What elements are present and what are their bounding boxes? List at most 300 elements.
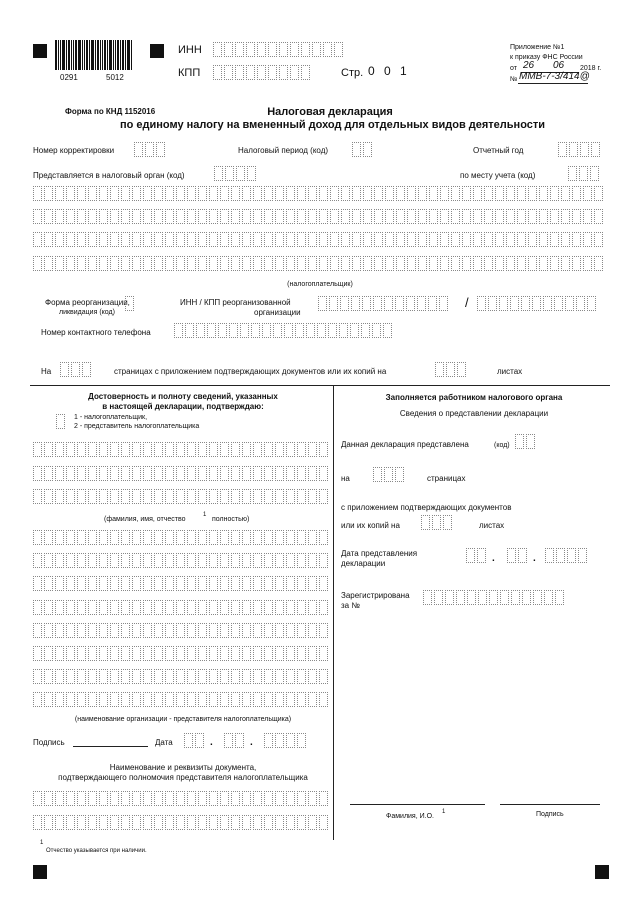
entry-cell[interactable] (77, 791, 86, 806)
entry-cell[interactable] (220, 669, 229, 684)
entry-cell[interactable] (264, 576, 273, 591)
entry-cell[interactable] (242, 623, 251, 638)
entry-cell[interactable] (308, 530, 317, 545)
entry-cell[interactable] (297, 733, 306, 748)
entry-cell[interactable] (528, 232, 537, 247)
entry-cell[interactable] (198, 623, 207, 638)
entry-cell[interactable] (121, 623, 130, 638)
entry-cell[interactable] (132, 186, 141, 201)
entry-cell[interactable] (434, 590, 443, 605)
entry-cell[interactable] (121, 466, 130, 481)
entry-cell[interactable] (187, 692, 196, 707)
entry-cell[interactable] (235, 733, 244, 748)
entry-cell[interactable] (242, 530, 251, 545)
entry-cell[interactable] (407, 209, 416, 224)
entry-cell[interactable] (286, 623, 295, 638)
entry-cell[interactable] (33, 692, 42, 707)
entry-cell[interactable] (295, 323, 304, 338)
entry-cell[interactable] (554, 296, 563, 311)
entry-cell[interactable] (275, 669, 284, 684)
entry-cell[interactable] (154, 232, 163, 247)
entry-cell[interactable] (268, 42, 277, 57)
entry-cell[interactable] (264, 669, 273, 684)
entry-cell[interactable] (220, 815, 229, 830)
entry-cell[interactable] (587, 296, 596, 311)
entry-cell[interactable] (44, 530, 53, 545)
sheets-cells[interactable] (435, 362, 468, 377)
entry-cell[interactable] (383, 323, 392, 338)
entry-cell[interactable] (231, 530, 240, 545)
entry-cell[interactable] (209, 692, 218, 707)
entry-cell[interactable] (236, 166, 245, 181)
entry-cell[interactable] (421, 515, 430, 530)
entry-cell[interactable] (110, 530, 119, 545)
entry-cell[interactable] (297, 466, 306, 481)
entry-cell[interactable] (439, 296, 448, 311)
entry-cell[interactable] (176, 553, 185, 568)
entry-cell[interactable] (143, 466, 152, 481)
entry-cell[interactable] (286, 209, 295, 224)
entry-cell[interactable] (55, 489, 64, 504)
entry-cell[interactable] (165, 553, 174, 568)
entry-cell[interactable] (330, 209, 339, 224)
entry-cell[interactable] (264, 256, 273, 271)
entry-cell[interactable] (220, 232, 229, 247)
entry-cell[interactable] (443, 515, 452, 530)
entry-cell[interactable] (229, 323, 238, 338)
entry-cell[interactable] (121, 692, 130, 707)
entry-cell[interactable] (99, 815, 108, 830)
entry-cell[interactable] (396, 256, 405, 271)
entry-cell[interactable] (594, 186, 603, 201)
entry-cell[interactable] (352, 232, 361, 247)
entry-cell[interactable] (176, 466, 185, 481)
entry-cell[interactable] (187, 815, 196, 830)
entry-cell[interactable] (187, 489, 196, 504)
entry-cell[interactable] (154, 209, 163, 224)
entry-cell[interactable] (198, 576, 207, 591)
entry-cell[interactable] (154, 489, 163, 504)
entry-cell[interactable] (528, 209, 537, 224)
entry-cell[interactable] (66, 466, 75, 481)
entry-cell[interactable] (121, 791, 130, 806)
entry-cell[interactable] (429, 209, 438, 224)
entry-cell[interactable] (121, 669, 130, 684)
entry-cell[interactable] (44, 623, 53, 638)
entry-cell[interactable] (55, 209, 64, 224)
entry-cell[interactable] (88, 186, 97, 201)
entry-cell[interactable] (220, 530, 229, 545)
doc-row-2[interactable] (33, 815, 330, 830)
entry-cell[interactable] (565, 296, 574, 311)
entry-cell[interactable] (198, 600, 207, 615)
entry-cell[interactable] (273, 323, 282, 338)
entry-cell[interactable] (132, 600, 141, 615)
entry-cell[interactable] (511, 590, 520, 605)
entry-cell[interactable] (220, 209, 229, 224)
entry-cell[interactable] (253, 646, 262, 661)
entry-cell[interactable] (264, 646, 273, 661)
entry-cell[interactable] (33, 489, 42, 504)
entry-cell[interactable] (44, 553, 53, 568)
confirm-type-cell[interactable] (56, 414, 67, 429)
entry-cell[interactable] (154, 576, 163, 591)
entry-cell[interactable] (132, 815, 141, 830)
entry-cell[interactable] (275, 256, 284, 271)
doc-row-1[interactable] (33, 791, 330, 806)
entry-cell[interactable] (363, 142, 372, 157)
entry-cell[interactable] (99, 692, 108, 707)
entry-cell[interactable] (253, 442, 262, 457)
entry-cell[interactable] (268, 65, 277, 80)
entry-cell[interactable] (242, 489, 251, 504)
entry-cell[interactable] (187, 466, 196, 481)
entry-cell[interactable] (44, 232, 53, 247)
entry-cell[interactable] (286, 669, 295, 684)
entry-cell[interactable] (297, 692, 306, 707)
entry-cell[interactable] (319, 669, 328, 684)
entry-cell[interactable] (207, 323, 216, 338)
entry-cell[interactable] (209, 442, 218, 457)
entry-cell[interactable] (462, 209, 471, 224)
entry-cell[interactable] (99, 186, 108, 201)
entry-cell[interactable] (110, 815, 119, 830)
entry-cell[interactable] (44, 646, 53, 661)
entry-cell[interactable] (308, 489, 317, 504)
entry-cell[interactable] (466, 548, 475, 563)
entry-cell[interactable] (264, 232, 273, 247)
entry-cell[interactable] (66, 791, 75, 806)
pages-cells[interactable] (60, 362, 93, 377)
entry-cell[interactable] (121, 256, 130, 271)
entry-cell[interactable] (176, 692, 185, 707)
entry-cell[interactable] (132, 209, 141, 224)
entry-cell[interactable] (418, 256, 427, 271)
entry-cell[interactable] (297, 209, 306, 224)
entry-cell[interactable] (132, 646, 141, 661)
entry-cell[interactable] (66, 553, 75, 568)
entry-cell[interactable] (286, 466, 295, 481)
entry-cell[interactable] (418, 232, 427, 247)
entry-cell[interactable] (473, 186, 482, 201)
entry-cell[interactable] (154, 623, 163, 638)
entry-cell[interactable] (286, 489, 295, 504)
entry-cell[interactable] (231, 209, 240, 224)
entry-cell[interactable] (407, 186, 416, 201)
entry-cell[interactable] (110, 692, 119, 707)
entry-cell[interactable] (396, 232, 405, 247)
entry-cell[interactable] (209, 669, 218, 684)
entry-cell[interactable] (198, 791, 207, 806)
entry-cell[interactable] (253, 669, 262, 684)
entry-cell[interactable] (143, 646, 152, 661)
entry-cell[interactable] (253, 466, 262, 481)
entry-cell[interactable] (286, 692, 295, 707)
entry-cell[interactable] (264, 623, 273, 638)
entry-cell[interactable] (484, 232, 493, 247)
entry-cell[interactable] (528, 186, 537, 201)
entry-cell[interactable] (220, 186, 229, 201)
entry-cell[interactable] (446, 362, 455, 377)
entry-cell[interactable] (176, 791, 185, 806)
entry-cell[interactable] (253, 530, 262, 545)
entry-cell[interactable] (495, 256, 504, 271)
entry-cell[interactable] (308, 815, 317, 830)
entry-cell[interactable] (286, 256, 295, 271)
entry-cell[interactable] (242, 669, 251, 684)
entry-cell[interactable] (110, 466, 119, 481)
entry-cell[interactable] (510, 296, 519, 311)
entry-cell[interactable] (308, 646, 317, 661)
entry-cell[interactable] (174, 323, 183, 338)
entry-cell[interactable] (308, 466, 317, 481)
entry-cell[interactable] (533, 590, 542, 605)
date-day-cells[interactable] (184, 733, 206, 748)
entry-cell[interactable] (165, 489, 174, 504)
entry-cell[interactable] (55, 256, 64, 271)
taxpayer-row-3[interactable] (33, 232, 605, 247)
entry-cell[interactable] (301, 65, 310, 80)
entry-cell[interactable] (539, 186, 548, 201)
entry-cell[interactable] (231, 256, 240, 271)
entry-cell[interactable] (247, 166, 256, 181)
entry-cell[interactable] (99, 600, 108, 615)
entry-cell[interactable] (242, 466, 251, 481)
entry-cell[interactable] (257, 42, 266, 57)
entry-cell[interactable] (82, 362, 91, 377)
entry-cell[interactable] (290, 65, 299, 80)
entry-cell[interactable] (176, 646, 185, 661)
entry-cell[interactable] (209, 576, 218, 591)
entry-cell[interactable] (242, 600, 251, 615)
entry-cell[interactable] (209, 623, 218, 638)
entry-cell[interactable] (253, 489, 262, 504)
entry-cell[interactable] (77, 692, 86, 707)
entry-cell[interactable] (187, 576, 196, 591)
entry-cell[interactable] (77, 576, 86, 591)
entry-cell[interactable] (235, 65, 244, 80)
entry-cell[interactable] (176, 232, 185, 247)
entry-cell[interactable] (561, 232, 570, 247)
entry-cell[interactable] (478, 590, 487, 605)
entry-cell[interactable] (507, 548, 516, 563)
entry-cell[interactable] (308, 600, 317, 615)
entry-cell[interactable] (350, 323, 359, 338)
entry-cell[interactable] (187, 530, 196, 545)
entry-cell[interactable] (99, 256, 108, 271)
entry-cell[interactable] (154, 646, 163, 661)
entry-cell[interactable] (66, 692, 75, 707)
entry-cell[interactable] (99, 489, 108, 504)
entry-cell[interactable] (308, 256, 317, 271)
entry-cell[interactable] (297, 646, 306, 661)
entry-cell[interactable] (66, 209, 75, 224)
entry-cell[interactable] (55, 186, 64, 201)
entry-cell[interactable] (264, 489, 273, 504)
entry-cell[interactable] (165, 256, 174, 271)
entry-cell[interactable] (110, 489, 119, 504)
entry-cell[interactable] (385, 256, 394, 271)
entry-cell[interactable] (286, 791, 295, 806)
entry-cell[interactable] (451, 256, 460, 271)
entry-cell[interactable] (220, 600, 229, 615)
org-row-1[interactable] (33, 530, 330, 545)
entry-cell[interactable] (99, 646, 108, 661)
entry-cell[interactable] (319, 576, 328, 591)
entry-cell[interactable] (275, 186, 284, 201)
entry-cell[interactable] (33, 209, 42, 224)
entry-cell[interactable] (264, 530, 273, 545)
org-row-8[interactable] (33, 692, 330, 707)
entry-cell[interactable] (576, 296, 585, 311)
entry-cell[interactable] (99, 576, 108, 591)
registered-cells[interactable] (423, 590, 566, 605)
entry-cell[interactable] (33, 791, 42, 806)
entry-cell[interactable] (220, 791, 229, 806)
entry-cell[interactable] (385, 209, 394, 224)
entry-cell[interactable] (286, 646, 295, 661)
entry-cell[interactable] (374, 186, 383, 201)
entry-cell[interactable] (33, 256, 42, 271)
entry-cell[interactable] (275, 489, 284, 504)
entry-cell[interactable] (77, 186, 86, 201)
entry-cell[interactable] (275, 466, 284, 481)
entry-cell[interactable] (44, 669, 53, 684)
taxpayer-row-1[interactable] (33, 186, 605, 201)
entry-cell[interactable] (33, 530, 42, 545)
entry-cell[interactable] (143, 669, 152, 684)
entry-cell[interactable] (462, 232, 471, 247)
entry-cell[interactable] (572, 186, 581, 201)
entry-cell[interactable] (286, 553, 295, 568)
entry-cell[interactable] (143, 530, 152, 545)
entry-cell[interactable] (220, 256, 229, 271)
entry-cell[interactable] (132, 669, 141, 684)
entry-cell[interactable] (33, 553, 42, 568)
entry-cell[interactable] (506, 186, 515, 201)
entry-cell[interactable] (224, 65, 233, 80)
entry-cell[interactable] (352, 209, 361, 224)
entry-cell[interactable] (44, 489, 53, 504)
entry-cell[interactable] (264, 553, 273, 568)
entry-cell[interactable] (319, 442, 328, 457)
entry-cell[interactable] (55, 692, 64, 707)
entry-cell[interactable] (77, 553, 86, 568)
entry-cell[interactable] (594, 209, 603, 224)
entry-cell[interactable] (66, 186, 75, 201)
entry-cell[interactable] (489, 590, 498, 605)
entry-cell[interactable] (71, 362, 80, 377)
entry-cell[interactable] (198, 646, 207, 661)
entry-cell[interactable] (253, 600, 262, 615)
entry-cell[interactable] (572, 209, 581, 224)
entry-cell[interactable] (284, 323, 293, 338)
entry-cell[interactable] (88, 466, 97, 481)
entry-cell[interactable] (308, 623, 317, 638)
entry-cell[interactable] (88, 623, 97, 638)
entry-cell[interactable] (275, 815, 284, 830)
entry-cell[interactable] (154, 692, 163, 707)
entry-cell[interactable] (214, 166, 223, 181)
entry-cell[interactable] (297, 815, 306, 830)
entry-cell[interactable] (88, 232, 97, 247)
entry-cell[interactable] (275, 530, 284, 545)
entry-cell[interactable] (132, 791, 141, 806)
entry-cell[interactable] (528, 256, 537, 271)
entry-cell[interactable] (44, 600, 53, 615)
entry-cell[interactable] (198, 815, 207, 830)
entry-cell[interactable] (209, 209, 218, 224)
fio-row-2[interactable] (33, 466, 330, 481)
entry-cell[interactable] (297, 576, 306, 591)
entry-cell[interactable] (550, 186, 559, 201)
entry-cell[interactable] (556, 548, 565, 563)
entry-cell[interactable] (88, 669, 97, 684)
entry-cell[interactable] (88, 489, 97, 504)
entry-cell[interactable] (286, 600, 295, 615)
entry-cell[interactable] (231, 623, 240, 638)
entry-cell[interactable] (220, 623, 229, 638)
entry-cell[interactable] (184, 733, 193, 748)
entry-cell[interactable] (253, 815, 262, 830)
entry-cell[interactable] (55, 600, 64, 615)
entry-cell[interactable] (572, 232, 581, 247)
entry-cell[interactable] (462, 186, 471, 201)
entry-cell[interactable] (99, 442, 108, 457)
entry-cell[interactable] (275, 600, 284, 615)
entry-cell[interactable] (341, 232, 350, 247)
entry-cell[interactable] (352, 186, 361, 201)
entry-cell[interactable] (583, 256, 592, 271)
entry-cell[interactable] (594, 256, 603, 271)
entry-cell[interactable] (246, 65, 255, 80)
entry-cell[interactable] (418, 209, 427, 224)
entry-cell[interactable] (275, 692, 284, 707)
entry-cell[interactable] (484, 256, 493, 271)
entry-cell[interactable] (297, 791, 306, 806)
entry-cell[interactable] (209, 489, 218, 504)
entry-cell[interactable] (440, 186, 449, 201)
entry-cell[interactable] (99, 791, 108, 806)
entry-cell[interactable] (253, 209, 262, 224)
entry-cell[interactable] (77, 669, 86, 684)
entry-cell[interactable] (176, 530, 185, 545)
entry-cell[interactable] (568, 166, 577, 181)
entry-cell[interactable] (319, 256, 328, 271)
entry-cell[interactable] (517, 186, 526, 201)
entry-cell[interactable] (477, 296, 486, 311)
entry-cell[interactable] (467, 590, 476, 605)
entry-cell[interactable] (77, 232, 86, 247)
entry-cell[interactable] (110, 646, 119, 661)
entry-cell[interactable] (165, 576, 174, 591)
entry-cell[interactable] (220, 646, 229, 661)
entry-cell[interactable] (395, 296, 404, 311)
entry-cell[interactable] (264, 186, 273, 201)
reorg-kpp-cells[interactable] (477, 296, 598, 311)
entry-cell[interactable] (319, 646, 328, 661)
entry-cell[interactable] (198, 442, 207, 457)
entry-cell[interactable] (187, 791, 196, 806)
entry-cell[interactable] (341, 256, 350, 271)
entry-cell[interactable] (312, 42, 321, 57)
entry-cell[interactable] (143, 576, 152, 591)
entry-cell[interactable] (66, 669, 75, 684)
entry-cell[interactable] (55, 442, 64, 457)
entry-cell[interactable] (429, 186, 438, 201)
entry-cell[interactable] (56, 414, 65, 429)
entry-cell[interactable] (264, 692, 273, 707)
